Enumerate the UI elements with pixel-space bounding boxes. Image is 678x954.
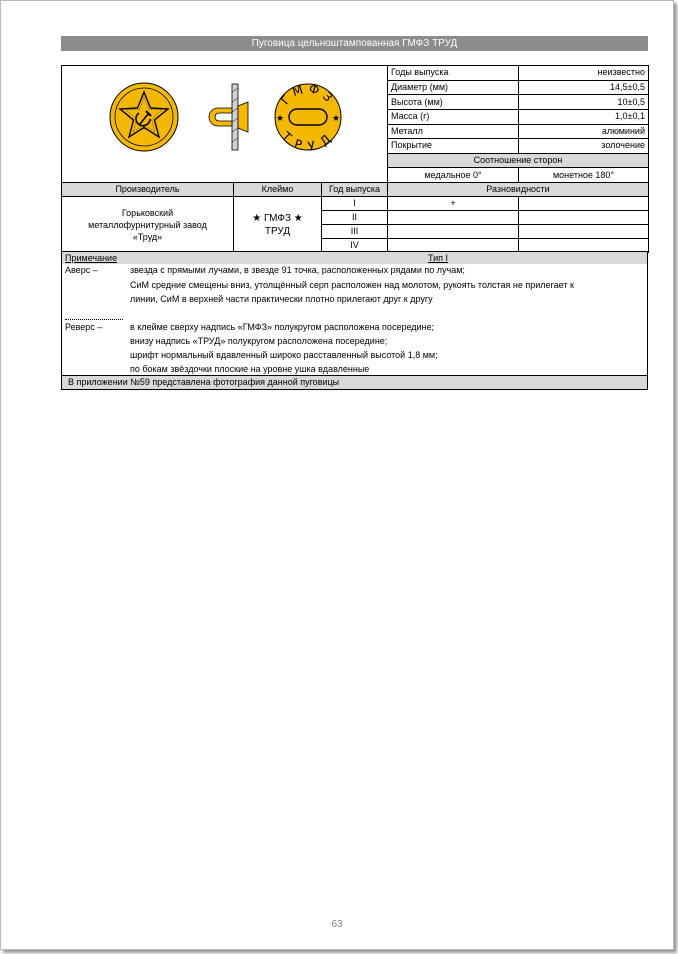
spec-label: Диаметр (мм) <box>388 80 519 95</box>
notes-header-bar <box>62 252 647 264</box>
button-image-cell <box>62 66 388 183</box>
stamp-cell: ★ ГМФЗ ★ ТРУД <box>234 197 322 253</box>
revers-line: в клейме сверху надпись «ГМФЗ» полукругом расположена посередине; <box>130 322 435 332</box>
spec-label: Высота (мм) <box>388 95 519 110</box>
revers-line: по бокам звёздочки плоские на уровне ушка вдавленные <box>130 364 370 374</box>
revers-line: шрифт нормальный вдавленный широко расставленный высотой 1,8 мм; <box>130 350 438 360</box>
maker-header: Производитель <box>62 183 234 197</box>
year-roman: I <box>322 197 388 211</box>
spec-value: золочение <box>519 139 649 154</box>
reverse-image <box>275 81 341 153</box>
avers-line: звезда с прямыми лучами, в звезде 91 точка, расположенных рядами по лучам; <box>130 265 465 275</box>
spec-label: Годы выпуска <box>388 66 519 81</box>
variety-cell <box>519 197 649 211</box>
variety-cell: + <box>388 197 519 211</box>
spec-value: алюминий <box>519 124 649 139</box>
year-roman: IV <box>322 239 388 253</box>
variety-cell <box>519 225 649 239</box>
svg-text:★: ★ <box>275 113 285 123</box>
ratio-medal: медальное 0° <box>388 168 519 183</box>
appendix-note: В приложении №59 представлена фотография данной пуговицы <box>61 375 648 390</box>
revers-line: внизу надпись «ТРУД» полукругом расположена посередине; <box>130 336 388 346</box>
reverse-bottom-text: ТРУД <box>279 129 337 154</box>
svg-text:★: ★ <box>331 113 341 123</box>
year-roman: II <box>322 211 388 225</box>
spec-value: 1,0±0,1 <box>519 109 649 124</box>
spec-label: Покрытие <box>388 139 519 154</box>
spec-label: Металл <box>388 124 519 139</box>
button-illustration <box>62 66 388 178</box>
notes-section <box>61 251 648 377</box>
variety-header: Разновидности <box>388 183 649 197</box>
variety-cell <box>519 211 649 225</box>
revers-label: Реверс – <box>65 322 103 332</box>
reverse-top-text: ГМФЗ <box>278 81 338 108</box>
divider <box>65 319 123 320</box>
stamp-header: Клеймо <box>234 183 322 197</box>
page-number: 63 <box>331 919 343 930</box>
spec-value: 10±0,5 <box>519 95 649 110</box>
notes-header: Примечание <box>65 253 118 263</box>
obverse-image <box>110 83 178 151</box>
maker-cell: Горьковский металлофурнитурный завод «Труд» <box>62 197 234 253</box>
year-header: Год выпуска <box>322 183 388 197</box>
profile-image <box>209 84 248 150</box>
page-title: Пуговица цельноштампованная ГМФЗ ТРУД <box>61 36 648 51</box>
spec-label: Масса (г) <box>388 109 519 124</box>
spec-value: 14,5±0,5 <box>519 80 649 95</box>
variety-cell <box>388 211 519 225</box>
spec-value: неизвестно <box>519 66 649 81</box>
variety-cell <box>388 225 519 239</box>
avers-line: линии, СиМ в верхней части практически плотно прилегают друг к другу <box>130 294 433 304</box>
avers-label: Аверс – <box>65 265 98 275</box>
ratio-coin: монетное 180° <box>519 168 649 183</box>
ratio-header: Соотношение сторон <box>388 153 649 168</box>
type-label: Тип I <box>428 253 449 263</box>
button-spec-table <box>61 65 649 253</box>
avers-line: СиМ средние смещены вниз, утолщённый серп расположен над молотом, рукоять толстая не прилегает к <box>130 280 574 290</box>
year-roman: III <box>322 225 388 239</box>
